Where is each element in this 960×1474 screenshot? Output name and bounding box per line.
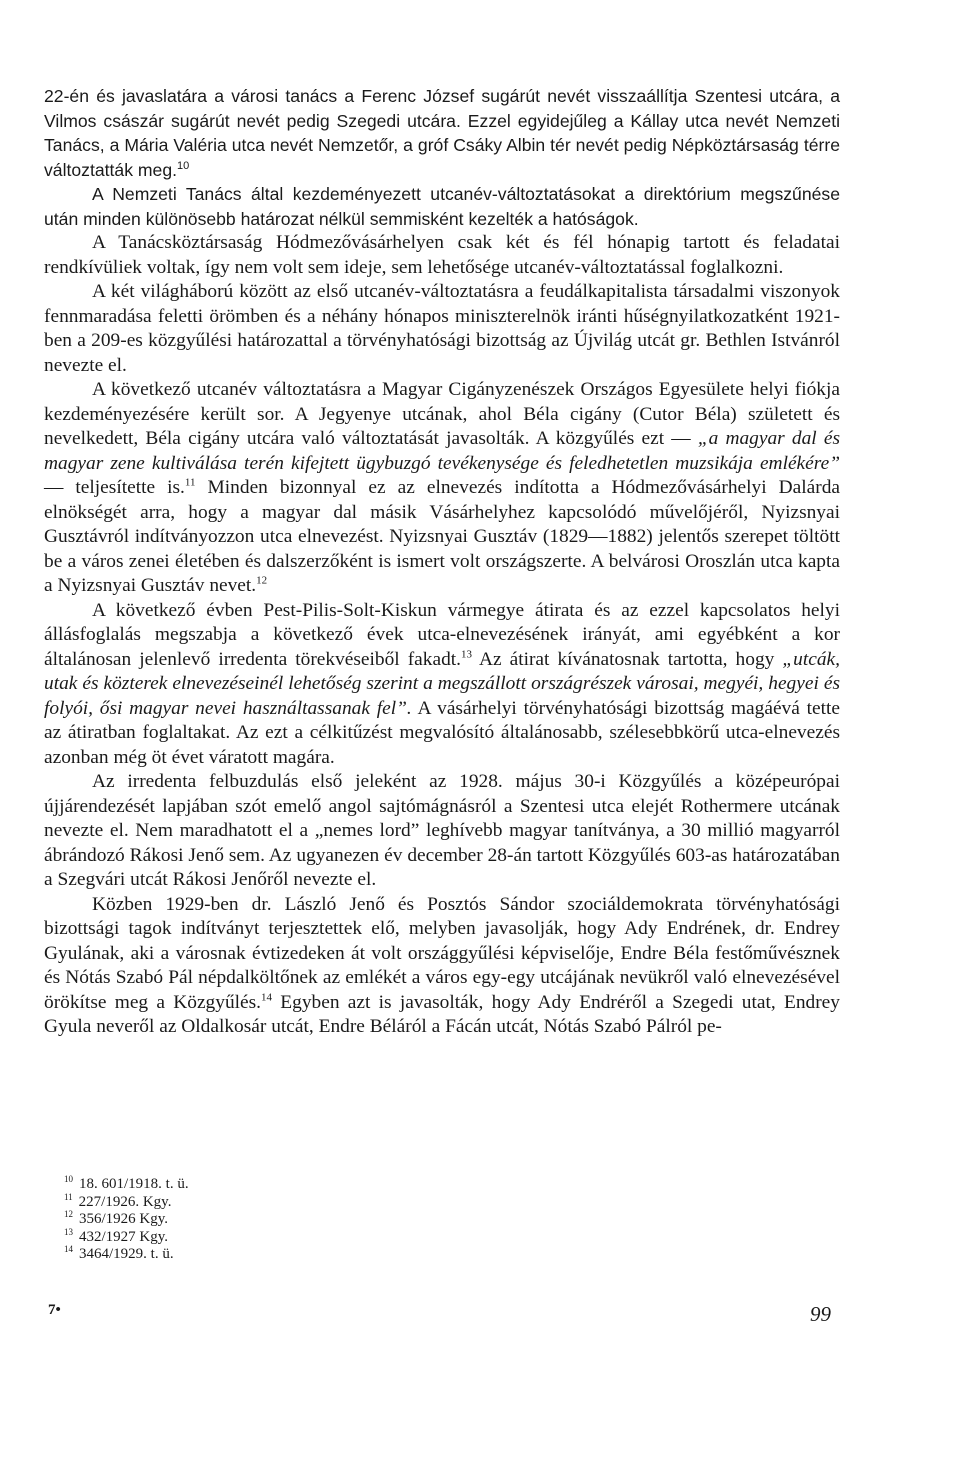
footnotes <box>64 1176 464 1264</box>
footnote-ref: 13 <box>461 648 473 661</box>
paragraph: A következő utcanév változtatásra a Magyar Cigányzenészek Országos Egyesülete helyi fiókja kezdeményezésére került sor. A Jegyenye utcának, ahol Béla cigány (Cutor Béla) született és nevelkedett, Béla cigány utcára való változtatását javasolták. A közgyűlés ezt — „a magyar dal és magyar zene kultiválása terén kifejtett ügybuzgó tevékenysége és feledhetetlen muzsikája emlékére” — teljesítette is.$^{11}$ Minden bizonnyal ez az elnevezés indította a Hódmezővásárhelyi Dalárda elnökségét arra, hogy a magyar dal másik Vásárhelyhez kapcsolódó művelőjéről, Nyizsnyai Gusztávról indítványozzon utca elnevezést. Nyizsnyai Gusztáv (1829—1882) jelentős szerepet töltött be a város zenei életében és dalszerzőként is ismert volt országszerte. A belvárosi Oroszlán utca kapta a Nyizsnyai Gusztáv nevet.$^{12}$ <box>44 379 840 596</box>
footnote: $^{11}$ 227/1926. Kgy. <box>64 1191 172 1210</box>
signature-mark: 7• <box>48 1302 61 1318</box>
paragraph: Közben 1929-ben dr. László Jenő és Posztós Sándor szociáldemokrata törvényhatósági bizottsági tagok indítványt terjesztettek elő, melyben javasolják, hogy Ady Endrének, dr. Endrey Gyulának, aki a városnak évtizedeken át volt országgyűlési képviselője, Endre Béla festőművésznek és Nótás Szabó Pál népdalköltőnek az emlékét a város egy-egy utcájának nevükről való elnevezésével örökítse meg a Közgyűlés.$^{14}$ Egyben azt is javasolták, hogy Ady Endréről a Szegedi utat, Endrey Gyula neveről az Oldalkosár utcát, Endre Béláról a Fácán utcát, Nótás Szabó Pálról pe- <box>44 893 840 1037</box>
footnote: $^{12}$ 356/1926 Kgy. <box>64 1209 169 1227</box>
page-number: 99 <box>810 1302 831 1326</box>
quotation: „a magyar dal és magyar zene kultiválása terén kifejtett ügybuzgó tevékenysége és feledhetetlen muzsikája emlékére” <box>44 428 840 474</box>
footnote-ref: 12 <box>256 574 268 587</box>
paragraph: A Tanácsköztársaság Hódmezővásárhelyen csak két és fél hónapig tartott és feladatai rendkívüliek voltak, így nem volt sem ideje, sem lehetősége utcanév-változtatással foglalkozni. <box>44 232 840 278</box>
paragraph: A Nemzeti Tanács által kezdeményezett utcanév-változtatásokat a direktórium megszűnése után minden különösebb határozat nélkül semmisként kezelték a hatóságok. <box>44 184 840 229</box>
footnote: $^{13}$ 432/1927 Kgy. <box>64 1226 169 1245</box>
paragraph: A következő évben Pest-Pilis-Solt-Kiskun vármegye átirata és az ezzel kapcsolatos helyi állásfoglalás megszabja a következő évek utca-elnevezésének irányát, ami egyébként a kor általánosan jelenlevő irredenta törekvéseiből fakadt.$^{13}$ Az átirat kívánatosnak tartotta, hogy „utcák, utak és közterek elnevezéseinél lehetőség szerint a megszállott országrészek városai, megyéi, hegyei és folyói, ősi magyar nevei használtassanak fel”. A vásárhelyi törvényhatósági bizottság magáévá tette az átiratban foglaltakat. Az ezt a célkitűzést megvalósító általánosabb, szélesebbkörű utca-elnevezés azonban még öt évet váratott magára. <box>44 599 840 768</box>
footnote: $^{10}$ 18. 601/1918. t. ü. <box>64 1174 189 1192</box>
paragraph: A két világháború között az első utcanév-változtatásra a feudálkapitalista társadalmi viszonyok fennmaradása feletti örömben és a néhány hónapos miniszterelnök iránti hűségnyilatkozatként 1921-ben a 209-es közgyűlési határozattal a törvényhatósági bizottság az Újvilág utcát gr. Bethlen Istvánról nevezte el. <box>44 281 840 376</box>
quotation: „utcák, utak és közterek elnevezéseinél lehetőség szerint a megszállott országrészek városai, megyéi, hegyei és folyói, ősi magyar nevei használtassanak fel”. <box>44 648 840 719</box>
footnote-ref: 14 <box>261 991 273 1004</box>
footnote-ref: 10 <box>177 159 190 172</box>
footnote-ref: 11 <box>184 476 196 489</box>
paragraph: 22-én és javaslatára a városi tanács a Ferenc József sugárút nevét visszaállítja Szentesi utcára, a Vilmos császár sugárút nevét pedig Szegedi utcára. Ezzel egyidejűleg a Kállay utca nevét Nemzeti Tanács, a Mária Valéria utca nevét Nemzetőr, a gróf Csáky Albin tér nevét pedig Népköztársaság térre változtatták meg.$^{10}$ <box>44 86 840 180</box>
footnote: $^{14}$ 3464/1929. t. ü. <box>64 1244 174 1262</box>
paragraph: Az irredenta felbuzdulás első jeleként az 1928. május 30-i Közgyűlés a középeurópai újjárendezését lapjában szót emelő angol sajtómágnásról a Szentesi utca elejét Rothermere utcának nevezte el. Nem maradhatott el a „nemes lord” leghívebb magyar tanítványa, a 30 millió magyarról ábrándozó Rákosi Jenő sem. Az ugyanezen év december 28-án tartott Közgyűlés 603-as határozatában a Szegvári utcát Rákosi Jenőről nevezte el. <box>44 771 840 890</box>
body-text <box>44 84 840 1040</box>
